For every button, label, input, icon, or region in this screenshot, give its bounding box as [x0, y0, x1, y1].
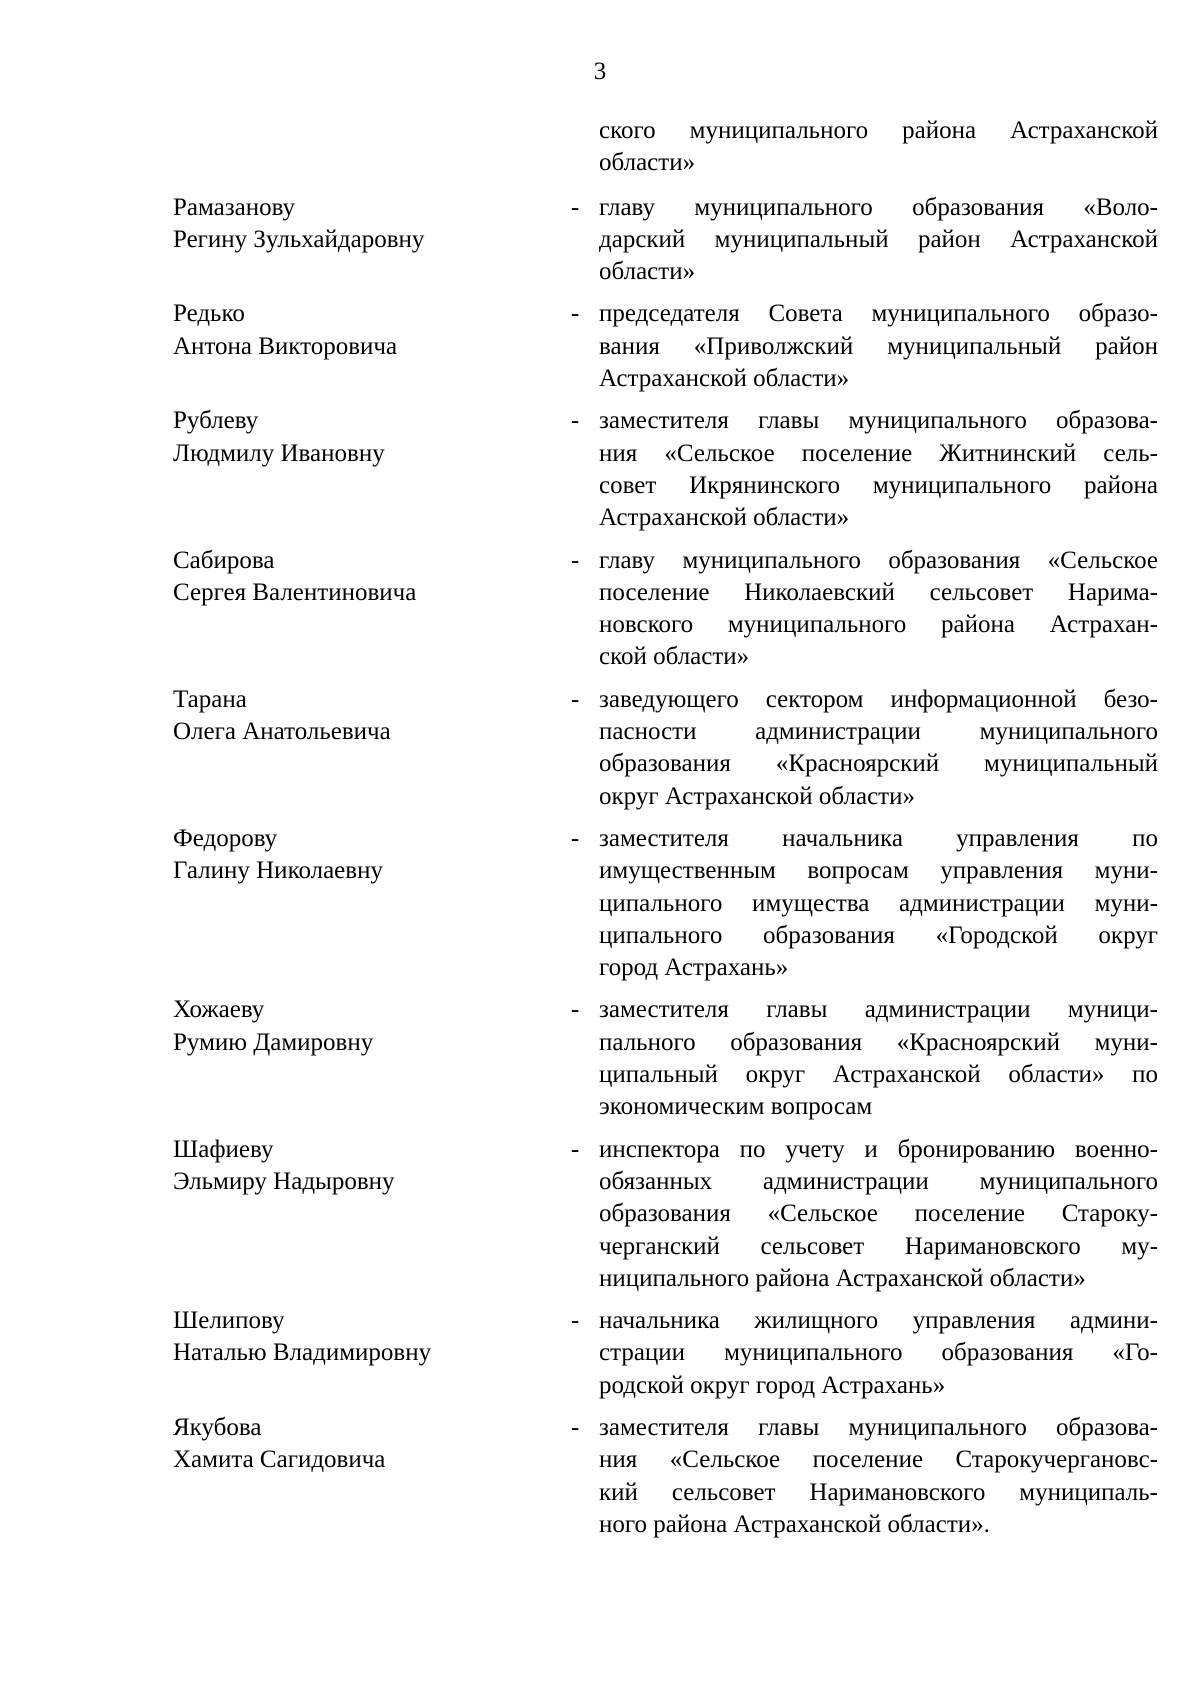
dash-separator: - [570, 546, 580, 574]
position-line: инспектора по учету и бронированию военно- [599, 1135, 1158, 1163]
position-line: экономическим вопросам [599, 1093, 873, 1121]
surname: Рамазанову [173, 193, 296, 221]
position-line: новского муниципального района Астрахан- [599, 611, 1158, 639]
surname: Шафиеву [173, 1135, 274, 1163]
position-line: Астраханской области» [599, 365, 850, 393]
position-text [599, 545, 1158, 674]
position-line: ного района Астраханской области». [599, 1510, 990, 1538]
person-name [173, 823, 543, 888]
entry-row [173, 545, 1158, 674]
position-text [599, 1134, 1158, 1295]
person-name [173, 684, 543, 749]
position-line: ципальный округ Астраханской области» по [599, 1061, 1158, 1089]
entry-row [173, 298, 1158, 395]
position-line: ния «Сельское поселение Старокучергановс- [599, 1446, 1158, 1474]
person-name [173, 405, 543, 470]
entry-row [173, 1412, 1158, 1541]
given-name: Наталью Владимировну [173, 1339, 432, 1367]
position-line: ния «Сельское поселение Житнинский сель- [599, 439, 1158, 467]
position-line: округ Астраханской области» [599, 782, 915, 810]
position-line: родской округ город Астрахань» [599, 1371, 946, 1399]
dash-separator: - [570, 300, 580, 328]
person-name [173, 1134, 543, 1199]
surname: Сабирова [173, 546, 275, 574]
surname: Тарана [173, 685, 247, 713]
position-line: кий сельсовет Наримановского муниципаль- [599, 1478, 1158, 1506]
position-line: заместителя главы муниципального образова- [599, 407, 1158, 435]
position-line: заместителя главы муниципального образова- [599, 1413, 1158, 1441]
surname: Якубова [173, 1413, 262, 1441]
position-text [599, 192, 1158, 289]
position-line: черганский сельсовет Наримановского му- [599, 1232, 1158, 1260]
position-line: страции муниципального образования «Го- [599, 1339, 1158, 1367]
dash-separator: - [570, 1307, 580, 1335]
entry-row [173, 405, 1158, 534]
position-line: заместителя главы администрации муници- [599, 996, 1158, 1024]
dash-separator: - [570, 193, 580, 221]
position-line: главу муниципального образования «Сельское [599, 546, 1158, 574]
entry-row [173, 994, 1158, 1123]
entry-row [173, 1305, 1158, 1402]
dash-separator: - [570, 824, 580, 852]
given-name: Олега Анатольевича [173, 718, 391, 746]
surname: Рублеву [173, 407, 259, 435]
position-text [599, 1305, 1158, 1402]
dash-separator: - [570, 407, 580, 435]
given-name: Людмилу Ивановну [173, 439, 385, 467]
position-line: ской области» [599, 643, 750, 671]
position-line: ского муниципального района Астраханской [599, 117, 1158, 144]
position-text [599, 298, 1158, 395]
given-name: Румию Дамировну [173, 1028, 374, 1056]
given-name: Эльмиру Надыровну [173, 1167, 395, 1195]
position-line: дарский муниципальный район Астраханской [599, 225, 1158, 253]
entry-row [173, 192, 1158, 289]
appointment-list [173, 115, 1158, 1551]
position-line: образования «Сельское поселение Староку- [599, 1200, 1158, 1228]
position-line: Астраханской области» [599, 504, 850, 532]
position-line: ниципального района Астраханской области» [599, 1264, 1086, 1292]
position-text [599, 405, 1158, 534]
given-name: Галину Николаевну [173, 857, 383, 885]
entry-row [173, 1134, 1158, 1295]
person-name [173, 545, 543, 610]
position-line: заведующего сектором информационной безо- [599, 685, 1158, 713]
position-text [599, 684, 1158, 813]
position-line: пасности администрации муниципального [599, 718, 1158, 746]
person-name [173, 298, 543, 363]
dash-separator: - [570, 685, 580, 713]
given-name: Сергея Валентиновича [173, 578, 417, 606]
position-text [599, 1412, 1158, 1541]
dash-separator: - [570, 1413, 580, 1441]
surname: Хожаеву [173, 996, 265, 1024]
dash-separator: - [570, 996, 580, 1024]
position-line: области» [599, 258, 696, 286]
position-line: вания «Приволжский муниципальный район [599, 332, 1158, 360]
continuation-row [173, 115, 1158, 180]
position-line: ципального образования «Городской округ [599, 921, 1158, 949]
person-name [173, 994, 543, 1059]
position-line: председателя Совета муниципального образо- [599, 300, 1158, 328]
position-line: заместителя начальника управления по [599, 824, 1158, 852]
given-name: Антона Викторовича [173, 332, 398, 360]
position-line: образования «Красноярский муниципальный [599, 750, 1158, 778]
surname: Федорову [173, 824, 278, 852]
position-line: обязанных администрации муниципального [599, 1167, 1158, 1195]
dash-separator: - [570, 1135, 580, 1163]
surname: Шелипову [173, 1307, 285, 1335]
position-line: начальника жилищного управления админи- [599, 1307, 1158, 1335]
person-name [173, 192, 543, 257]
given-name: Хамита Сагидовича [173, 1446, 386, 1474]
position-line: имущественным вопросам управления муни- [599, 857, 1158, 885]
position-text [599, 994, 1158, 1123]
entry-row [173, 684, 1158, 813]
position-line: пального образования «Красноярский муни- [599, 1028, 1158, 1056]
position-text [599, 823, 1158, 984]
surname: Редько [173, 300, 245, 328]
continued-position [599, 115, 1158, 180]
position-line: области» [599, 149, 696, 177]
person-name [173, 1305, 543, 1370]
given-name: Регину Зульхайдаровну [173, 225, 425, 253]
position-line: главу муниципального образования «Воло- [599, 193, 1158, 221]
page-number: 3 [593, 58, 607, 85]
entry-row [173, 823, 1158, 984]
position-line: совет Икрянинского муниципального района [599, 471, 1158, 499]
person-name [173, 1412, 543, 1477]
position-line: ципального имущества администрации муни- [599, 889, 1158, 917]
position-line: город Астрахань» [599, 954, 789, 982]
position-line: поселение Николаевский сельсовет Нарима- [599, 578, 1158, 606]
